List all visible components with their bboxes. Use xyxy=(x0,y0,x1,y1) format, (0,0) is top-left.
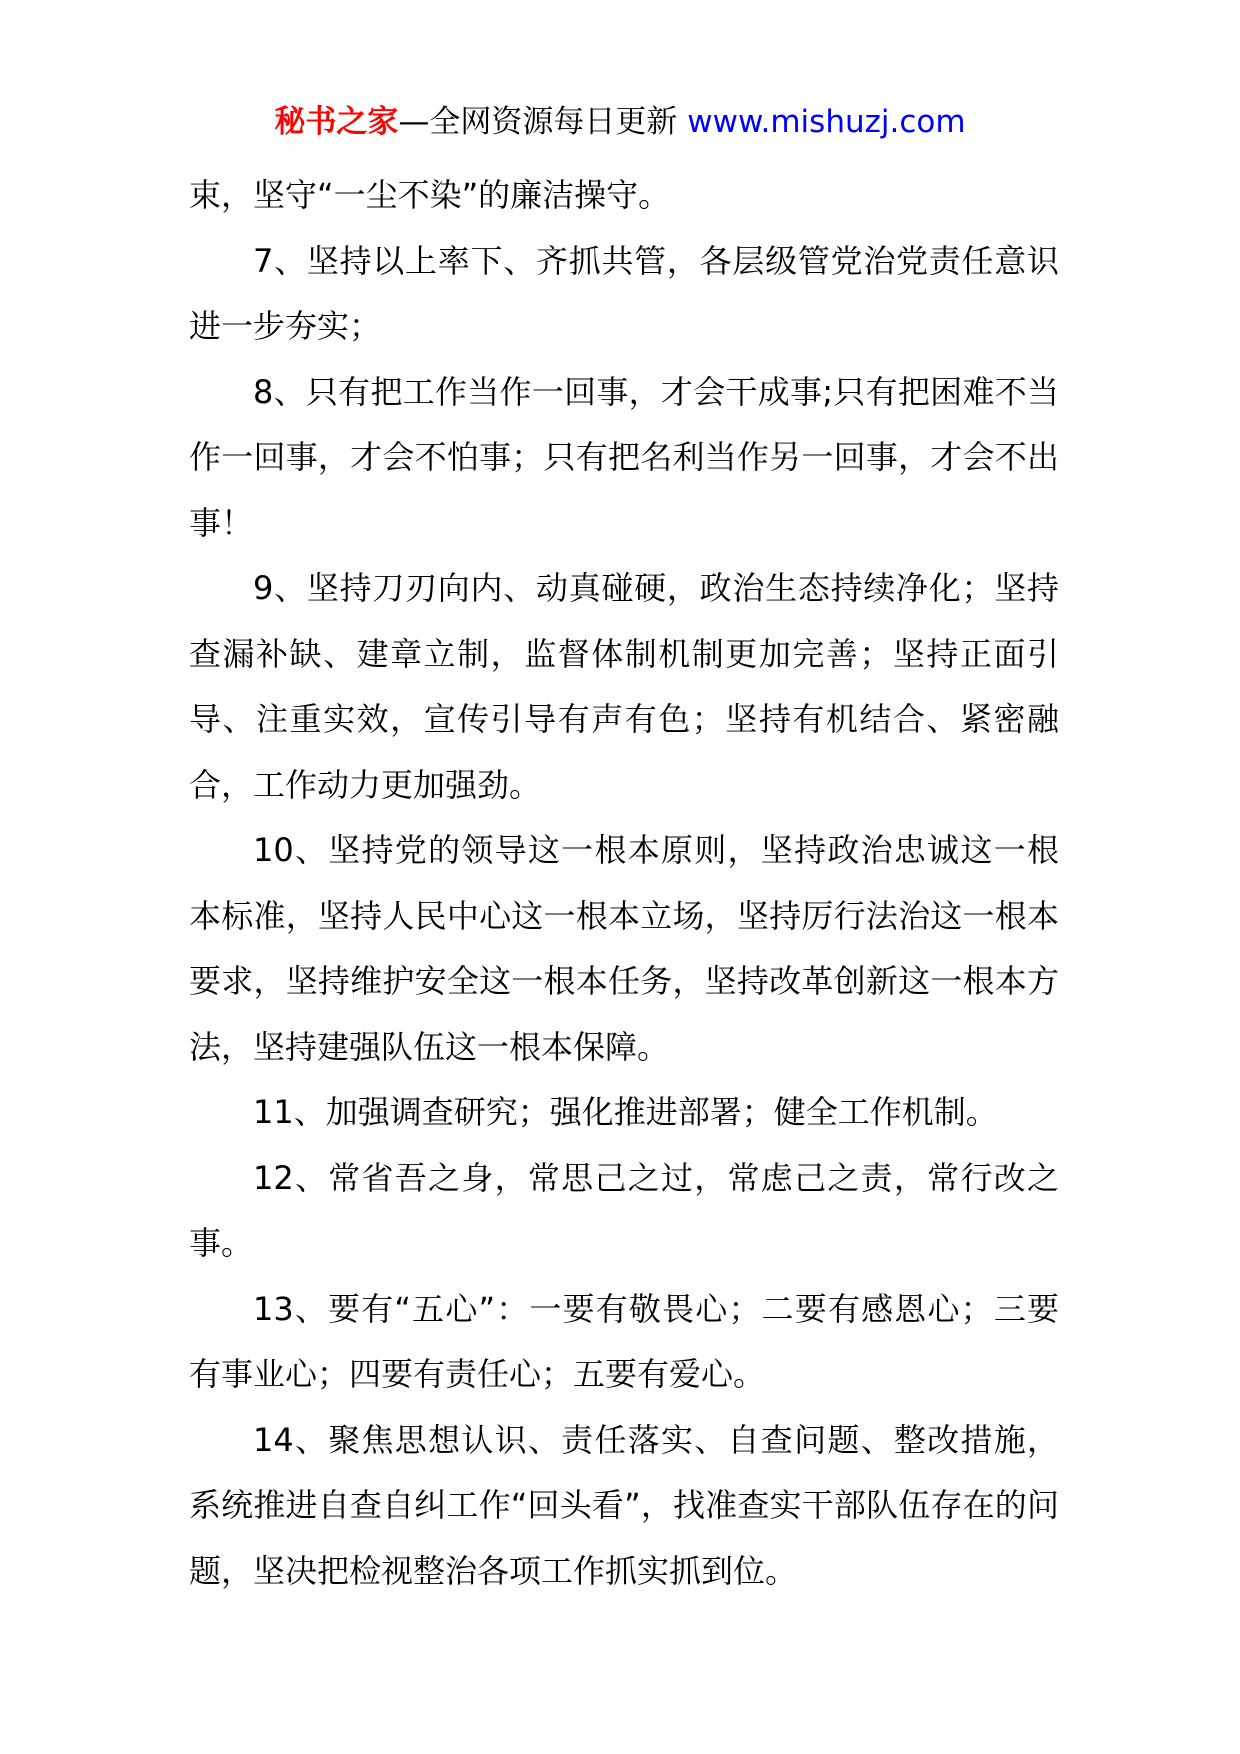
brand-name: 秘书之家 xyxy=(274,104,399,140)
paragraph-item-8: 8、只有把工作当作一回事，才会干成事;只有把困难不当作一回事，才会不怕事；只有把名利当作另一回事，才会不出事！ xyxy=(189,372,1059,542)
paragraph-item-13: 13、要有“五心”：一要有敬畏心；二要有感恩心；三要有事业心；四要有责任心；五要有爱心。 xyxy=(189,1289,1059,1393)
paragraph-item-11: 11、加强调查研究；强化推进部署；健全工作机制。 xyxy=(253,1093,998,1131)
paragraph-continuation: 束，坚守“一尘不染”的廉洁操守。 xyxy=(189,176,671,214)
document-body xyxy=(189,163,1059,1604)
paragraph-item-14: 14、聚焦思想认识、责任落实、自查问题、整改措施，系统推进自查自纠工作“回头看”，找准查实干部队伍存在的问题，坚决把检视整治各项工作抓实抓到位。 xyxy=(189,1420,1059,1590)
header-tagline: —全网资源每日更新 xyxy=(398,104,688,140)
website-link[interactable]: www.mishuzj.com xyxy=(687,104,966,140)
paragraph-item-7: 7、坚持以上率下、齐抓共管，各层级管党治党责任意识进一步夯实； xyxy=(189,241,1059,345)
page-header xyxy=(0,100,1240,144)
paragraph-item-10: 10、坚持党的领导这一根本原则，坚持政治忠诚这一根本标准，坚持人民中心这一根本立场，坚持厉行法治这一根本要求，坚持维护安全这一根本任务，坚持改革创新这一根本方法，坚持建强队伍这一根本保障。 xyxy=(189,831,1059,1066)
paragraph-item-12: 12、常省吾之身，常思己之过，常虑己之责，常行改之事。 xyxy=(189,1158,1059,1262)
paragraph-item-9: 9、坚持刀刃向内、动真碰硬，政治生态持续净化；坚持查漏补缺、建章立制，监督体制机制更加完善；坚持正面引导、注重实效，宣传引导有声有色；坚持有机结合、紧密融合，工作动力更加强劲。 xyxy=(189,569,1059,804)
